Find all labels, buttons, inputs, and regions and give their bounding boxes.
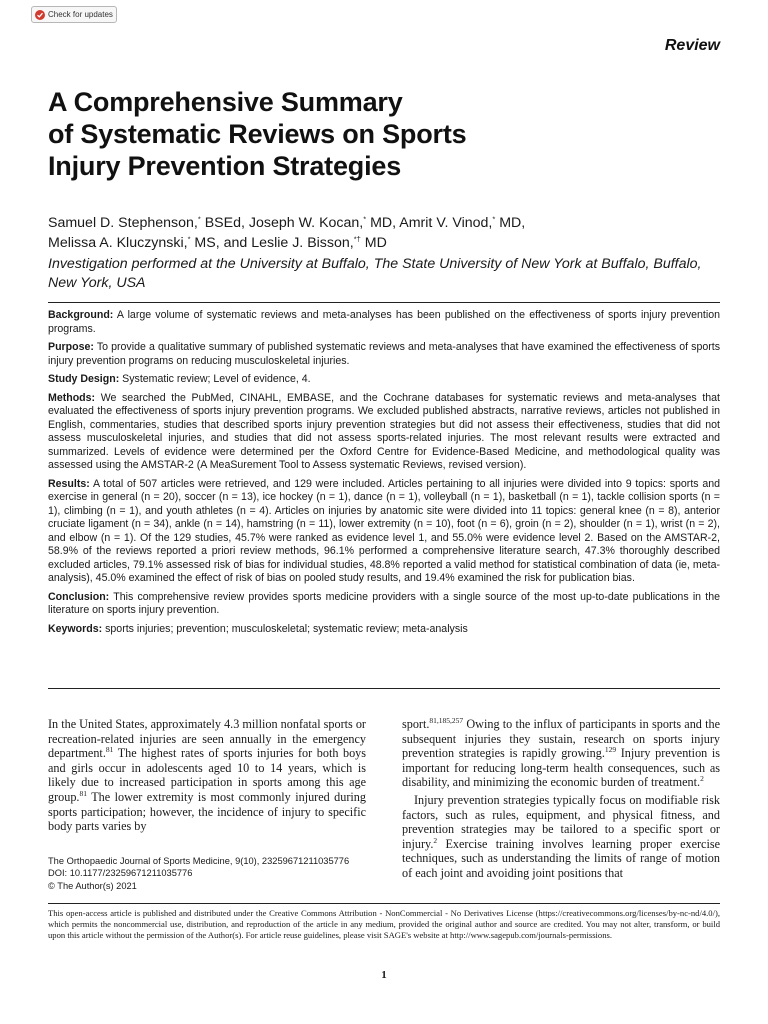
- citation: 2: [700, 774, 704, 784]
- citation: 2: [433, 835, 438, 845]
- license-notice: This open-access article is published and distributed under the Creative Commons Attribution - NonCommercial - No Derivatives License (https://creativecommons.org/licenses/by-nc-nd/4.0/), which permits the noncommercial use, distribution, and reproduction of the article in any medium, provided the original author and source are credited. You may not alter, transform, or build upon this article without the permission of the Author(s). For article reuse guidelines, please visit SAGE's website at http://www.sagepub.com/journals-permissions.: [48, 908, 720, 941]
- check-for-updates-badge[interactable]: [31, 6, 117, 23]
- abstract-study-design: [48, 373, 720, 387]
- abstract-text: To provide a qualitative summary of published systematic reviews and meta-analyses that have examined the effectiveness of sports injury prevention programs on reducing musculoskeletal injuries.: [48, 341, 720, 367]
- copyright: © The Author(s) 2021: [48, 880, 137, 891]
- body-column-right: [402, 717, 720, 881]
- check-for-updates-label: Check for updates: [48, 10, 113, 19]
- title-line: A Comprehensive Summary: [48, 87, 403, 117]
- citation: 81: [79, 788, 87, 798]
- body-paragraph: [402, 793, 720, 881]
- section-label: Review: [664, 37, 720, 54]
- abstract: [48, 309, 720, 641]
- check-updates-icon: [35, 10, 45, 20]
- body-paragraph: [402, 717, 720, 790]
- author-text: MD,: [495, 215, 526, 231]
- affiliation: Investigation performed at the University at Buffalo, The State University of New York at Buffalo, Buffalo, New York, USA: [48, 256, 702, 291]
- citation: 129: [604, 745, 617, 755]
- affiliation-marker: *: [187, 234, 191, 244]
- journal-info: [48, 855, 378, 892]
- body-text: The lower extremity is most commonly injured during sports participation; however, the incidence of injury to specific body parts varies by: [48, 789, 366, 834]
- author-text: MD: [360, 235, 387, 251]
- affiliation-marker: *: [197, 214, 201, 224]
- abstract-heading: Results:: [48, 477, 90, 490]
- abstract-text: This comprehensive review provides sports medicine providers with a single source of the most up-to-date publications in the literature on sports injury prevention.: [48, 590, 720, 616]
- author-text: Samuel D. Stephenson,: [48, 215, 198, 231]
- body-text: The highest rates of sports injuries for both boys and girls occur in adolescents aged 10 to 14 years, which is likely due to increased participation in sports among this age group.: [48, 746, 366, 804]
- body-text: Exercise training involves learning proper exercise techniques, such as understanding the limits of range of motion of each joint and avoiding joint positions that: [402, 836, 720, 880]
- doi: DOI: 10.1177/23259671211035776: [48, 868, 193, 879]
- abstract-methods: [48, 392, 720, 473]
- title-line: Injury Prevention Strategies: [48, 151, 402, 181]
- author-text: Melissa A. Kluczynski,: [48, 235, 188, 251]
- abstract-heading: Methods:: [48, 391, 96, 404]
- article-title: [48, 86, 648, 182]
- body-paragraph: [48, 717, 366, 834]
- abstract-bottom-rule: [48, 688, 720, 689]
- affiliation-marker: *: [363, 214, 367, 224]
- author-text: MS, and Leslie J. Bisson,: [190, 235, 354, 251]
- abstract-heading: Background:: [48, 309, 114, 321]
- abstract-heading: Study Design:: [48, 373, 120, 385]
- abstract-heading: Conclusion:: [48, 590, 110, 603]
- abstract-text: A total of 507 articles were retrieved, and 129 were included. Articles pertaining to all injuries were divided into 9 topics: sports and exercise in general (n = 20), soccer (n = 13), ice hockey (n = 1), dance (n = 1), volleyball (n = 1), basketball (n = 1), tackle collision sports (n = 1), climbing (n = 1), and youth athletes (n = 4). Articles on injuries by anatomic site were divided into 11 topics: general knee (n = 8), anterior cruciate ligament (n = 34), ankle (n = 14), hamstring (n = 11), lower extremity (n = 10), foot (n = 6), groin (n = 2), shoulder (n = 1), wrist (n = 2), and elbow (n = 1). Of the 129 studies, 45.7% were ranked as evidence level 1, and 55.0% were evidence level 2. Based on the AMSTAR-2, 58.9% of the reviews reported a priori review methods, 96.1% performed a comprehensive literature search, 47.3% thoroughly described excluded articles, 79.1% assessed risk of bias for individual studies, 48.8% reported a valid method for statistical combination of data (ie, meta-analysis), 45.0% examined the effect of risk of bias on pooled study results, and 19.4% examined the risk for publication bias.: [48, 477, 720, 584]
- abstract-text: We searched the PubMed, CINAHL, EMBASE, and the Cochrane databases for systematic reviews and meta-analyses that evaluated the effectiveness of sports injury prevention programs. We excluded published abstracts, narrative reviews, articles not published in English, commentaries, studies that described sports injury prevention strategies but did not assess their effectiveness, studies that did not assess musculoskeletal injuries, and studies that did not assess sports-related injuries. The most relevant results were extracted and summarized. Levels of evidence were determined per the Oxford Centre for Evidence-Based Medicine, and methodological quality was assessed using the AMSTAR-2 (A MeaSurement Tool to Assess systematic Reviews, revised version).: [48, 391, 720, 471]
- abstract-text: Systematic review; Level of evidence, 4.: [119, 373, 311, 385]
- abstract-keywords: [48, 623, 720, 637]
- body-text: Injury prevention is important for reducing long-term health consequences, such as disability, and minimizing the economic burden of treatment.: [402, 746, 720, 790]
- abstract-top-rule: [48, 302, 720, 303]
- journal-citation: The Orthopaedic Journal of Sports Medicine, 9(10), 23259671211035776: [48, 856, 350, 866]
- body-text: Injury prevention strategies typically focus on modifiable risk factors, such as rules, equipment, and physical fitness, and prevention strategies may be tailored to a specific sport or injury.: [402, 792, 720, 851]
- footer-rule: [48, 903, 720, 904]
- abstract-text: A large volume of systematic reviews and meta-analyses has been published on the effectiveness of sports injury prevention programs.: [48, 309, 720, 335]
- abstract-purpose: [48, 341, 720, 368]
- body-text: In the United States, approximately 4.3 million nonfatal sports or recreation-related injuries are seen annually in the emergency department.: [48, 717, 366, 761]
- author-list: [48, 213, 728, 253]
- citation: 81,185,257: [429, 715, 464, 725]
- abstract-heading: Purpose:: [48, 341, 94, 353]
- body-text: Owing to the influx of participants in sports and the subsequent injuries they sustain, research on sports injury prevention strategies is rapidly growing.: [402, 717, 720, 761]
- abstract-background: [48, 309, 720, 336]
- citation: 81: [105, 745, 114, 755]
- abstract-conclusion: [48, 591, 720, 618]
- body-text: sport.: [402, 717, 430, 731]
- title-line: of Systematic Reviews on Sports: [48, 119, 467, 149]
- affiliation-marker: *: [492, 214, 496, 224]
- abstract-text: sports injuries; prevention; musculoskeletal; systematic review; meta-analysis: [102, 622, 468, 635]
- abstract-heading: Keywords:: [48, 622, 103, 635]
- body-column-left: [48, 717, 366, 834]
- author-text: BSEd, Joseph W. Kocan,: [200, 215, 364, 231]
- affiliation-marker: *†: [353, 234, 361, 244]
- abstract-results: [48, 478, 720, 586]
- page-number: 1: [381, 969, 387, 981]
- author-text: MD, Amrit V. Vinod,: [366, 215, 493, 231]
